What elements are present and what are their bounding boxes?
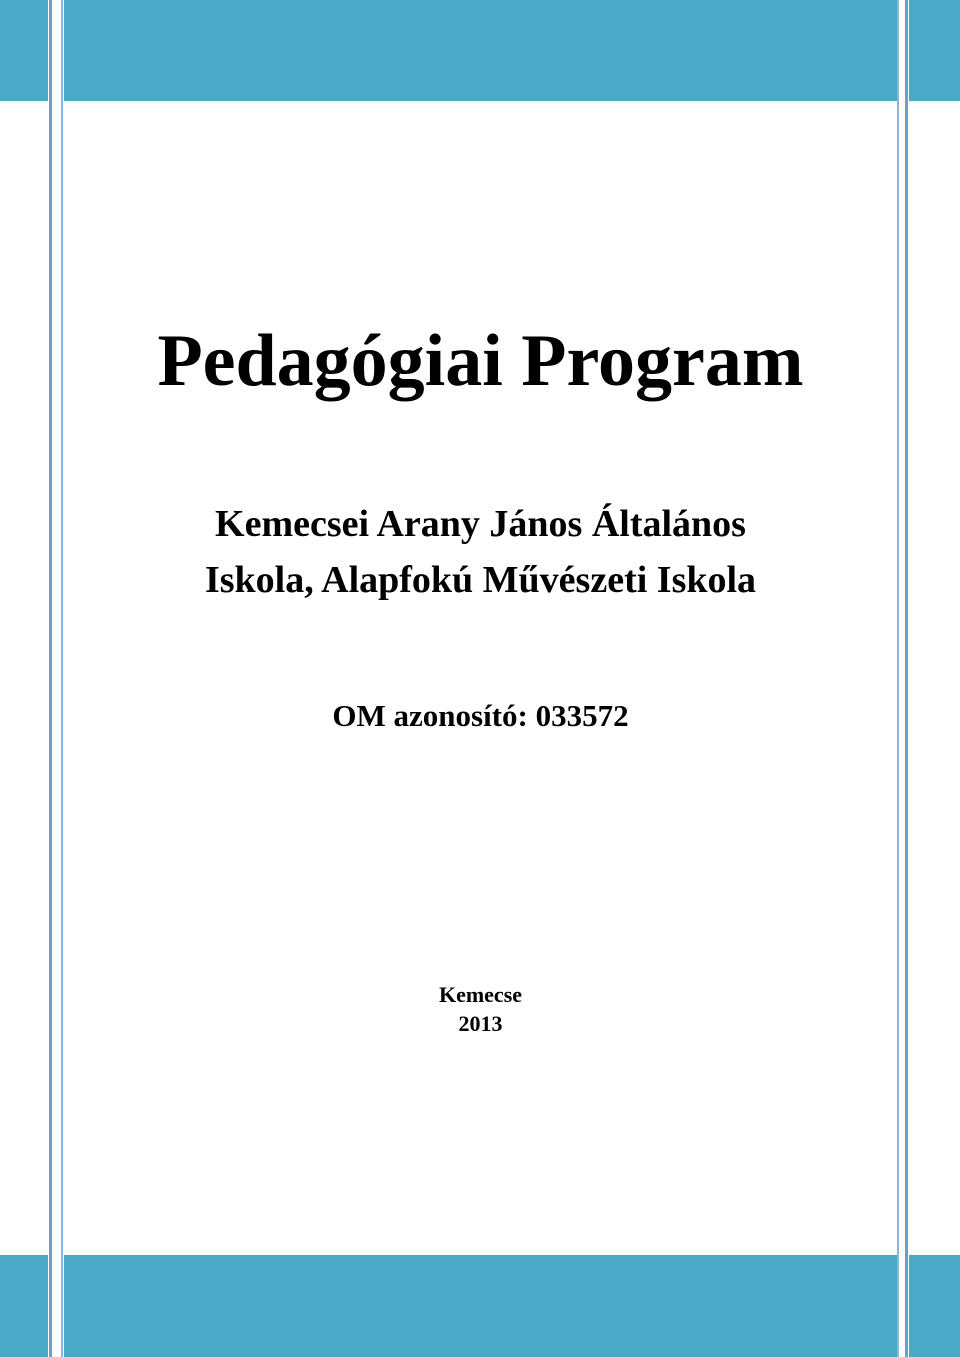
- frame-band-top-left: [0, 0, 48, 101]
- om-identifier: OM azonosító: 033572: [332, 698, 629, 733]
- cover-content: [64, 101, 897, 1255]
- frame-band-top-right: [909, 0, 960, 101]
- document-title: Pedagógiai Program: [157, 320, 804, 402]
- frame-rule-right-inner: [897, 0, 899, 1357]
- location: Kemecse: [438, 982, 523, 1007]
- year: 2013: [458, 1011, 503, 1036]
- frame-rule-left-inner: [61, 0, 63, 1357]
- frame-band-bottom-left: [0, 1255, 48, 1357]
- frame-rule-left-outer: [49, 0, 52, 1357]
- frame-band-bottom: [64, 1255, 897, 1357]
- frame-rule-right-outer: [905, 0, 908, 1357]
- place-and-date: [64, 980, 897, 1038]
- frame-band-bottom-right: [909, 1255, 960, 1357]
- school-name: [64, 496, 897, 608]
- frame-band-top: [64, 0, 897, 101]
- school-name-line1: Kemecsei Arany János Általános: [215, 503, 746, 545]
- school-name-line2: Iskola, Alapfokú Művészeti Iskola: [204, 559, 757, 601]
